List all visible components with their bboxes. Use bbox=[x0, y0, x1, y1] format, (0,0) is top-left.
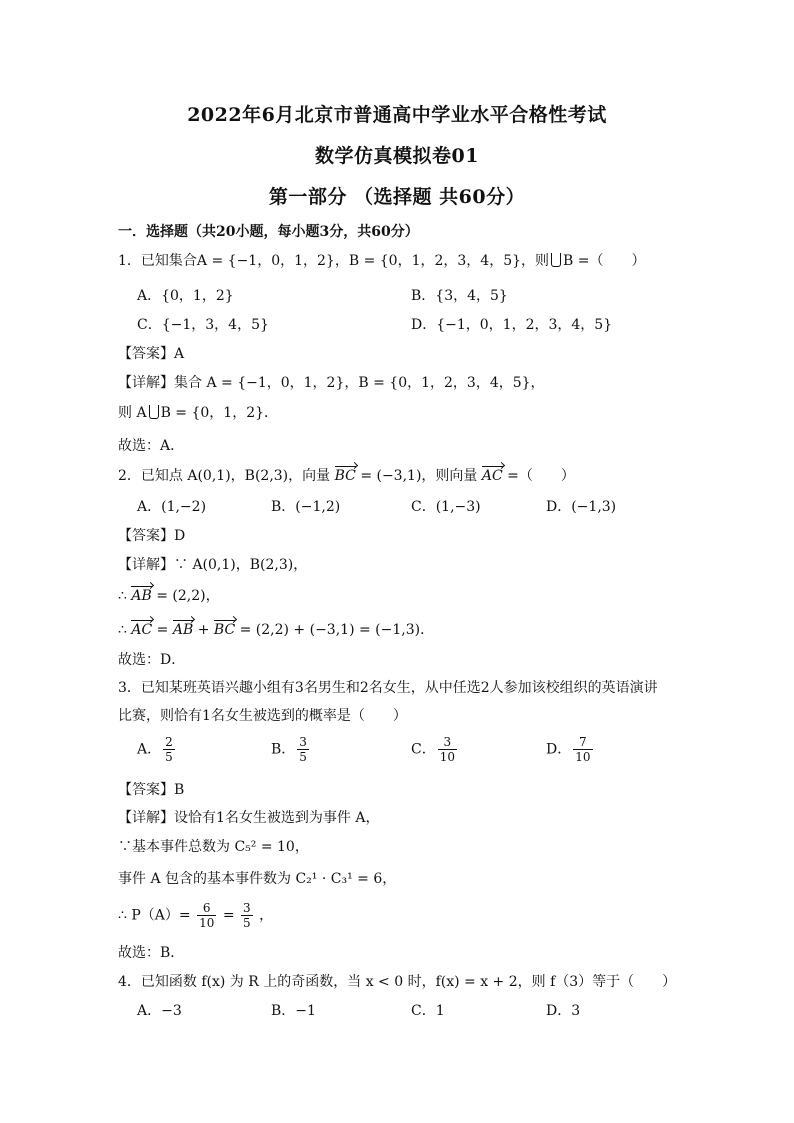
question-1-stem: 1．已知集合A = {−1，0，1，2}，B = {0，1，2，3，4，5}，则 B =（ ） bbox=[118, 253, 646, 269]
q2-option-b: B．(−1,2) bbox=[271, 499, 341, 515]
q3-option-b: B． $\frac{3}{5}$ bbox=[271, 735, 307, 764]
q3-detail-4: ∴ P（A）= $\frac{6}{10}$ = $\frac{3}{5}$ ， bbox=[118, 901, 274, 930]
q2-answer: 【答案】D bbox=[118, 528, 186, 544]
fraction: $\frac{7}{10}$ bbox=[575, 735, 591, 764]
vector-ac: AC bbox=[131, 622, 153, 638]
vector-ab: AB bbox=[131, 588, 152, 604]
vector-bc: BC bbox=[213, 622, 236, 638]
q2-option-c: C．(1,−3) bbox=[411, 499, 481, 515]
q3-option-d: D． $\frac{7}{10}$ bbox=[546, 735, 591, 764]
exam-subtitle: 数学仿真模拟卷01 bbox=[315, 145, 479, 167]
q1-conclusion: 故选：A． bbox=[118, 438, 185, 454]
question-3-stem-line-2: 比赛，则恰有1名女生被选到的概率是（ ） bbox=[118, 708, 407, 724]
q3-conclusion: 故选：B． bbox=[118, 945, 185, 961]
q3-answer: 【答案】B bbox=[118, 782, 185, 798]
vector-bc: BC bbox=[334, 468, 356, 484]
q2-detail-3: ∴ AC = AB + BC = (2,2) + (−3,1) = (−1,3)． bbox=[118, 622, 435, 638]
q4-option-b: B．−1 bbox=[271, 1003, 316, 1019]
q1-detail-1: 【详解】集合 A = {−1，0，1，2}，B = {0，1，2，3，4，5}， bbox=[118, 375, 545, 391]
question-4-stem: 4．已知函数 f(x) 为 R 上的奇函数，当 x < 0 时，f(x) = x + 2，则 f（3）等于（ ） bbox=[118, 974, 677, 990]
q3-option-c: C． $\frac{3}{10}$ bbox=[411, 735, 455, 764]
q3-detail-3: 事件 A 包含的基本事件数为 C₂¹ · C₃¹ = 6， bbox=[118, 871, 397, 887]
q1-option-c: C．{−1，3，4，5} bbox=[137, 317, 269, 333]
exam-title: 2022年6月北京市普通高中学业水平合格性考试 bbox=[187, 104, 607, 126]
fraction: $\frac{3}{10}$ bbox=[439, 735, 455, 764]
section-heading: 一．选择题（共20小题，每小题3分，共60分） bbox=[118, 224, 419, 240]
question-3-stem-line-1: 3．已知某班英语兴趣小组有3名男生和2名女生，从中任选2人参加该校组织的英语演讲 bbox=[118, 680, 658, 696]
fraction: $\frac{2}{5}$ bbox=[165, 735, 173, 764]
vector-ac: AC bbox=[481, 468, 503, 484]
q2-detail-1: 【详解】∵ A(0,1)，B(2,3)， bbox=[118, 557, 308, 573]
vector-ab: AB bbox=[172, 622, 194, 638]
q1-detail-2: 则 A B = {0，1，2}． bbox=[118, 405, 279, 421]
q4-option-c: C．1 bbox=[411, 1003, 445, 1019]
question-2-stem: 2．已知点 A(0,1)，B(2,3)，向量 BC = (−3,1)，则向量 AC =（ ） bbox=[118, 468, 575, 484]
q4-option-d: D．3 bbox=[546, 1003, 581, 1019]
intersection-symbol bbox=[551, 253, 561, 267]
q3-option-a: A． $\frac{2}{5}$ bbox=[137, 735, 173, 764]
part-heading: 第一部分 （选择题 共60分） bbox=[268, 186, 526, 208]
q2-detail-2: ∴ AB = (2,2)， bbox=[118, 588, 220, 604]
q4-option-a: A．−3 bbox=[137, 1003, 182, 1019]
intersection-symbol bbox=[149, 405, 159, 419]
fraction: $\frac{3}{5}$ bbox=[299, 735, 307, 764]
q1-option-b: B．{3，4，5} bbox=[411, 288, 508, 304]
q3-detail-1: 【详解】设恰有1名女生被选到为事件 A， bbox=[118, 810, 380, 826]
q2-option-a: A．(1,−2) bbox=[137, 499, 207, 515]
q1-option-d: D．{−1，0，1，2，3，4，5} bbox=[411, 317, 613, 333]
fraction: $\frac{3}{5}$ bbox=[243, 901, 251, 930]
q3-detail-2: ∵基本事件总数为 C₅² = 10， bbox=[118, 839, 309, 855]
fraction: $\frac{6}{10}$ bbox=[199, 901, 215, 930]
q1-option-a: A．{0，1，2} bbox=[137, 288, 234, 304]
q2-option-d: D．(−1,3) bbox=[546, 499, 617, 515]
q2-conclusion: 故选：D． bbox=[118, 652, 186, 668]
q1-answer: 【答案】A bbox=[118, 346, 185, 362]
